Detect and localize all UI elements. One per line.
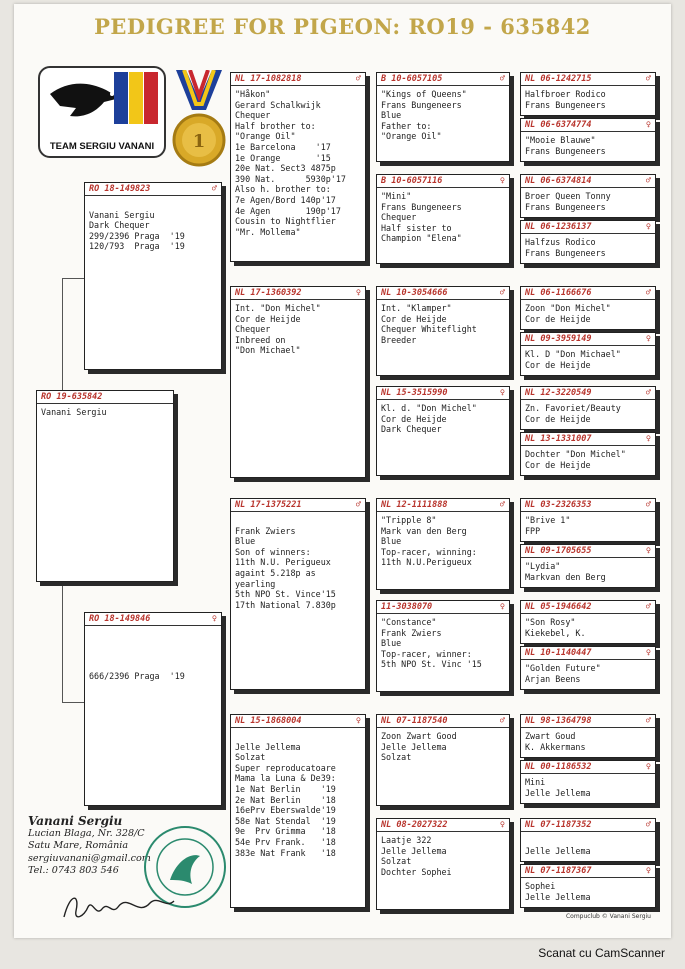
pigeon-details: 666/2396 Praga '19 [89, 671, 185, 682]
pigeon-details: Dochter "Don Michel" Cor de Heijde [525, 449, 626, 470]
ancestor-card: NL 06-6374814 ♂ Broer Queen Tonny Frans Bungeneers [520, 174, 656, 218]
medal-number: 1 [192, 131, 206, 152]
grandparent-card: NL 15-1868004 ♀ Jelle Jellema Solzat Super reproducatoare Mama la Luna & De39: 1e Nat Berlin '19 2e Nat Berlin '18 16ePrv Eberswalde'19 58e Nat Stendal '19 9e Prv Grimma '18 54e Prv Frank. '18 383e Nat Frank '18 [230, 714, 366, 908]
pigeon-details: Zoon "Don Michel" Cor de Heijde [525, 303, 611, 324]
pigeon-details: Zoon Zwart Good Jelle Jellema Solzat [381, 731, 457, 763]
pigeon-details: "Mooie Blauwe" Frans Bungeneers [525, 135, 606, 156]
male-icon: ♂ [645, 716, 651, 726]
subject-pigeon-card [36, 390, 174, 582]
great-grandparent-card: B 10-6057105 ♂ "Kings of Queens" Frans Bungeneers Blue Father to: "Orange Oil" [376, 72, 510, 162]
pigeon-details: Halfbroer Rodico Frans Bungeneers [525, 89, 606, 110]
ancestor-card: NL 07-1187352 ♂ Jelle Jellema [520, 818, 656, 862]
great-grandparent-card: NL 08-2027322 ♀ Laatje 322 Jelle Jellema Solzat Dochter Sophei [376, 818, 510, 910]
pigeon-details: "Håkon" Gerard Schalkwijk Chequer Half brother to: "Orange Oil" 1e Barcelona '17 1e Orange '15 20e Nat. Sect3 4875p 390 Nat. 5930p'17 Also h. brother to: 7e Agen/Bord 140p'17 4e Agen 190p'17 Cousin to Nightflier "Mr. Mollema" [235, 89, 346, 237]
footer-credit: Compuclub © Vanani Sergiu [565, 913, 651, 920]
connector [62, 278, 84, 279]
pigeon-details: Sophei Jelle Jellema [525, 881, 591, 902]
ancestor-card: NL 03-2326353 ♂ "Brive 1" FPP [520, 498, 656, 542]
team-logo [38, 66, 166, 158]
breeder-name: Vanani Sergiu [28, 814, 123, 828]
ancestor-card: NL 06-1242715 ♂ Halfbroer Rodico Frans Bungeneers [520, 72, 656, 116]
ancestor-card: NL 13-1331007 ♀ Dochter "Don Michel" Cor de Heijde [520, 432, 656, 476]
female-icon: ♀ [645, 546, 651, 556]
great-grandparent-card: NL 15-3515990 ♀ Kl. d. "Don Michel" Cor de Heijde Dark Chequer [376, 386, 510, 476]
ancestor-card: NL 09-1705655 ♀ "Lydia" Markvan den Berg [520, 544, 656, 588]
pigeon-details: Halfzus Rodico Frans Bungeneers [525, 237, 606, 258]
pigeon-details: Zwart Goud K. Akkermans [525, 731, 586, 752]
ring-number: RO 19-635842 [41, 392, 103, 402]
pigeon-details: Laatje 322 Jelle Jellema Solzat Dochter Sophei [381, 835, 452, 877]
male-icon: ♂ [645, 820, 651, 830]
pigeon-details: Jelle Jellema [525, 845, 591, 856]
breeder-phone: Tel.: 0743 803 546 [28, 865, 119, 876]
connector [62, 278, 63, 394]
female-icon: ♀ [499, 820, 505, 830]
pigeon-details: "Kings of Queens" Frans Bungeneers Blue Father to: "Orange Oil" [381, 89, 467, 142]
ancestor-card: NL 00-1186532 ♀ Mini Jelle Jellema [520, 760, 656, 804]
male-icon: ♂ [645, 176, 651, 186]
male-icon: ♂ [645, 288, 651, 298]
ancestor-card: NL 05-1946642 ♂ "Son Rosy" Kiekebel, K. [520, 600, 656, 644]
male-icon: ♂ [645, 388, 651, 398]
ring-number: RO 18-149846 [89, 614, 151, 624]
female-icon: ♀ [499, 176, 505, 186]
pigeon-details: Int. "Don Michel" Cor de Heijde Chequer Inbreed on "Don Michael" [235, 303, 321, 356]
pigeon-details: "Constance" Frank Zwiers Blue Top-racer, winner: 5th NPO St. Vinc '15 [381, 617, 482, 670]
ancestor-card: NL 06-1166676 ♂ Zoon "Don Michel" Cor de Heijde [520, 286, 656, 330]
pigeon-details: Vanani Sergiu [41, 407, 107, 417]
female-icon: ♀ [499, 602, 505, 612]
great-grandparent-card: NL 12-1111888 ♂ "Tripple 8" Mark van den Berg Blue Top-racer, winning: 11th N.U.Perigueux [376, 498, 510, 590]
female-icon: ♀ [355, 716, 361, 726]
gold-medal-icon [170, 70, 228, 180]
male-icon: ♂ [645, 602, 651, 612]
male-icon: ♂ [355, 74, 361, 84]
pigeon-details: Kl. D "Don Michael" Cor de Heijde [525, 349, 621, 370]
pigeon-details: Kl. d. "Don Michel" Cor de Heijde Dark Chequer [381, 403, 477, 435]
great-grandparent-card: NL 07-1187540 ♂ Zoon Zwart Good Jelle Jellema Solzat [376, 714, 510, 806]
breeder-address: Lucian Blaga, Nr. 328/C [28, 827, 145, 839]
ring-number: RO 18-149823 [89, 184, 151, 194]
female-icon: ♀ [645, 120, 651, 130]
male-icon: ♂ [499, 500, 505, 510]
ancestor-card: NL 10-1140447 ♀ "Golden Future" Arjan Beens [520, 646, 656, 690]
female-icon: ♀ [645, 222, 651, 232]
romania-flag-icon [114, 72, 158, 124]
female-icon: ♀ [211, 614, 217, 624]
male-icon: ♂ [499, 74, 505, 84]
female-icon: ♀ [645, 866, 651, 876]
pigeon-details: "Brive 1" FPP [525, 515, 571, 536]
team-name: TEAM SERGIU VANANI [49, 141, 155, 152]
pigeon-details: Int. "Klamper" Cor de Heijde Chequer Whiteflight Breeder [381, 303, 477, 345]
grandparent-card: NL 17-1375221 ♂ Frank Zwiers Blue Son of winners: 11th N.U. Perigueux againt 5.218p as yearling 5th NPO St. Vince'15 17th National 7.830p [230, 498, 366, 690]
ancestor-card: NL 98-1364798 ♂ Zwart Goud K. Akkermans [520, 714, 656, 758]
sire-card [84, 182, 222, 370]
ancestor-card: NL 07-1187367 ♀ Sophei Jelle Jellema [520, 864, 656, 908]
breeder-email: sergiuvanani@gmail.com [28, 852, 151, 864]
ancestor-card: NL 06-1236137 ♀ Halfzus Rodico Frans Bungeneers [520, 220, 656, 264]
female-icon: ♀ [645, 762, 651, 772]
pigeon-details: "Lydia" Markvan den Berg [525, 561, 606, 582]
pigeon-details: Broer Queen Tonny Frans Bungeneers [525, 191, 611, 212]
pigeon-details: "Tripple 8" Mark van den Berg Blue Top-racer, winning: 11th N.U.Perigueux [381, 515, 477, 568]
pigeon-details: "Son Rosy" Kiekebel, K. [525, 617, 586, 638]
breeder-contact [28, 815, 151, 878]
male-icon: ♂ [645, 74, 651, 84]
dam-card [84, 612, 222, 806]
connector [62, 702, 84, 703]
pigeon-details: Jelle Jellema Solzat Super reproducatoare Mama la Luna & De39: 1e Nat Berlin '19 2e Nat Berlin '18 16ePrv Eberswalde'19 58e Nat Stendal '19 9e Prv Grimma '18 54e Prv Frank. '18 383e Nat Frank '18 [235, 741, 336, 858]
pigeon-details: "Golden Future" Arjan Beens [525, 663, 601, 684]
pigeon-details: Zn. Favoriet/Beauty Cor de Heijde [525, 403, 621, 424]
signature-icon [58, 887, 178, 927]
male-icon: ♂ [645, 500, 651, 510]
pigeon-details: "Mini" Frans Bungeneers Chequer Half sister to Champion "Elena" [381, 191, 462, 244]
grandparent-card: NL 17-1360392 ♀ Int. "Don Michel" Cor de Heijde Chequer Inbreed on "Don Michael" [230, 286, 366, 478]
female-icon: ♀ [499, 388, 505, 398]
pigeon-details: Mini Jelle Jellema [525, 777, 591, 798]
female-icon: ♀ [645, 334, 651, 344]
male-icon: ♂ [499, 716, 505, 726]
male-icon: ♂ [499, 288, 505, 298]
great-grandparent-card: B 10-6057116 ♀ "Mini" Frans Bungeneers Chequer Half sister to Champion "Elena" [376, 174, 510, 264]
grandparent-card: NL 17-1082818 ♂ "Håkon" Gerard Schalkwijk Chequer Half brother to: "Orange Oil" 1e Barcelona '17 1e Orange '15 20e Nat. Sect3 4875p 390 Nat. 5930p'17 Also h. brother to: 7e Agen/Bord 140p'17 4e Agen 190p'17 Cousin to Nightflier "Mr. Mollema" [230, 72, 366, 262]
male-icon: ♂ [355, 500, 361, 510]
great-grandparent-card: NL 10-3054666 ♂ Int. "Klamper" Cor de Heijde Chequer Whiteflight Breeder [376, 286, 510, 376]
breeder-city: Satu Mare, România [28, 840, 129, 851]
female-icon: ♀ [355, 288, 361, 298]
pigeon-details: Frank Zwiers Blue Son of winners: 11th N.U. Perigueux againt 5.218p as yearling 5th NPO St. Vince'15 17th National 7.830p [235, 525, 336, 610]
female-icon: ♀ [645, 434, 651, 444]
scanner-watermark: Scanat cu CamScanner [538, 946, 665, 960]
ancestor-card: NL 12-3220549 ♂ Zn. Favoriet/Beauty Cor de Heijde [520, 386, 656, 430]
male-icon: ♂ [211, 184, 217, 194]
ancestor-card: NL 06-6374774 ♀ "Mooie Blauwe" Frans Bungeneers [520, 118, 656, 162]
female-icon: ♀ [645, 648, 651, 658]
great-grandparent-card: 11-3038070 ♀ "Constance" Frank Zwiers Blue Top-racer, winner: 5th NPO St. Vinc '15 [376, 600, 510, 692]
connector [62, 582, 63, 702]
page-title: PEDIGREE FOR PIGEON: RO19 - 635842 [94, 14, 591, 39]
pigeon-details: Vanani Sergiu Dark Chequer 299/2396 Praga '19 120/793 Praga '19 [89, 209, 185, 252]
ancestor-card: NL 09-3959149 ♀ Kl. D "Don Michael" Cor de Heijde [520, 332, 656, 376]
